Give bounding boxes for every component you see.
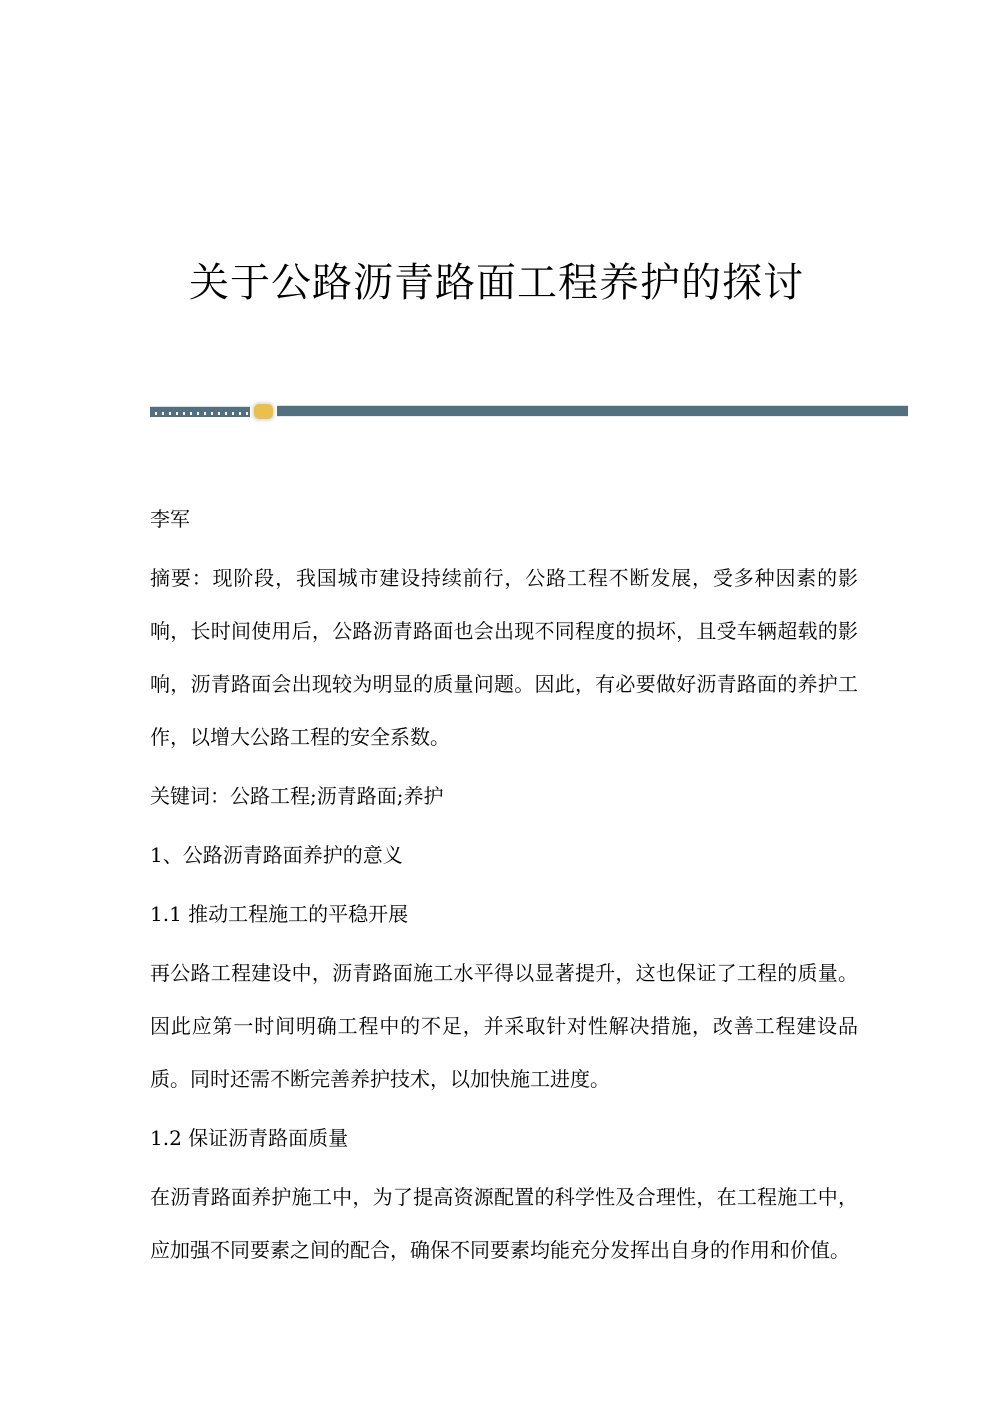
section-1-1-heading: 1.1 推动工程施工的平稳开展 [150, 902, 409, 926]
section-1-heading: 1、公路沥青路面养护的意义 [150, 843, 403, 867]
divider-dot-icon [254, 404, 273, 419]
title-divider [150, 402, 908, 420]
author-line: 李军 [150, 507, 190, 531]
section-1-1-paragraph: 再公路工程建设中，沥青路面施工水平得以显著提升，这也保证了工程的质量。因此应第一时间明确工程中的不足，并采取针对性解决措施，改善工程建设品质。同时还需不断完善养护技术，以加快施工进度。 [150, 961, 858, 1091]
divider-solid-bar [277, 405, 908, 417]
keywords-line: 关键词：公路工程;沥青路面;养护 [150, 784, 444, 808]
document-title: 关于公路沥青路面工程养护的探讨 [189, 259, 804, 306]
divider-dashed-segment [150, 406, 250, 417]
abstract-paragraph: 摘要：现阶段，我国城市建设持续前行，公路工程不断发展，受多种因素的影响，长时间使用后，公路沥青路面也会出现不同程度的损坏，且受车辆超载的影响，沥青路面会出现较为明显的质量问题。因此，有必要做好沥青路面的养护工作，以增大公路工程的安全系数。 [150, 566, 858, 749]
section-1-2-heading: 1.2 保证沥青路面质量 [150, 1126, 349, 1150]
document-body [150, 493, 858, 1283]
section-1-2-paragraph: 在沥青路面养护施工中，为了提高资源配置的科学性及合理性，在工程施工中，应加强不同要素之间的配合，确保不同要素均能充分发挥出自身的作用和价值。 [150, 1185, 858, 1262]
